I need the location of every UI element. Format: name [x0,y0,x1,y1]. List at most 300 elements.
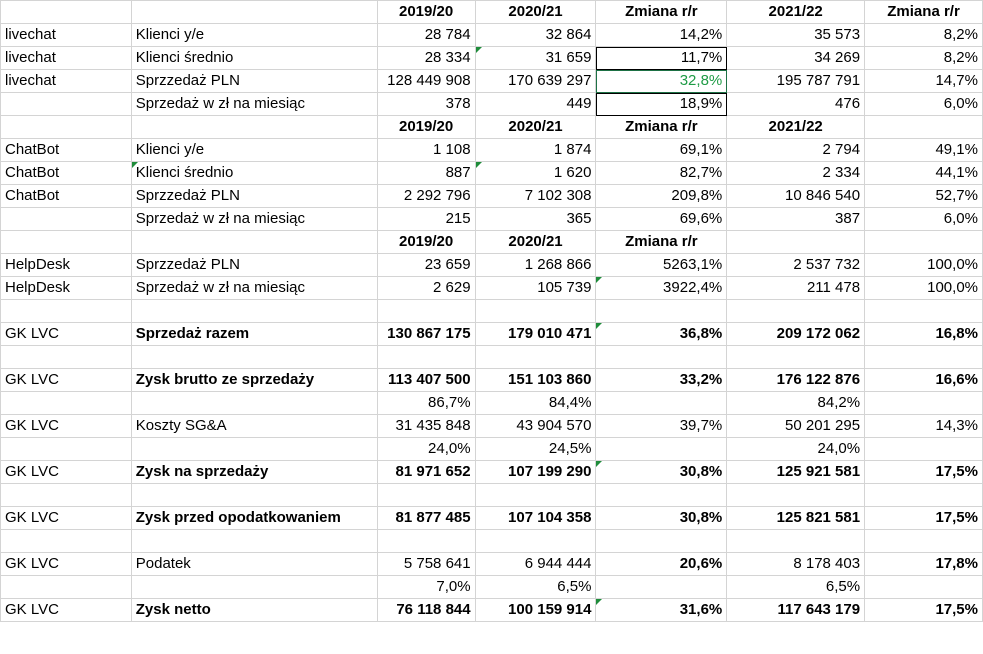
cell-segment[interactable] [1,231,132,254]
cell-metric[interactable] [131,47,377,70]
cell-change1[interactable] [596,70,727,93]
cell-y2019[interactable] [377,415,475,438]
cell-text: 1 620 [553,164,592,181]
cell-change1[interactable] [596,1,727,24]
cell-y2019[interactable] [377,70,475,93]
cell-y2021[interactable] [727,576,865,599]
table-row [1,70,983,93]
cell-change2[interactable] [865,392,983,415]
cell-change1[interactable] [596,24,727,47]
cell-text: Koszty SG&A [135,417,227,434]
cell-segment[interactable] [1,323,132,346]
cell-y2019[interactable] [377,277,475,300]
cell-y2019[interactable] [377,530,475,553]
cell-change2[interactable] [865,139,983,162]
cell-y2021[interactable] [727,507,865,530]
table-row [1,24,983,47]
cell-y2021[interactable] [727,599,865,622]
cell-text: 2019/20 [398,233,454,250]
cell-y2020[interactable] [475,507,596,530]
cell-y2020[interactable] [475,484,596,507]
cell-y2020[interactable] [475,139,596,162]
cell-segment[interactable] [1,47,132,70]
table-row [1,323,983,346]
cell-text: 82,7% [679,164,723,181]
cell-segment[interactable] [1,346,132,369]
cell-y2019[interactable] [377,323,475,346]
cell-y2020[interactable] [475,277,596,300]
cell-text: GK LVC [5,555,59,572]
cell-y2020[interactable] [475,93,596,116]
cell-y2020[interactable] [475,24,596,47]
cell-y2019[interactable] [377,438,475,461]
cell-text: 2020/21 [508,233,563,250]
cell-change2[interactable] [865,346,983,369]
cell-metric[interactable] [131,185,377,208]
cell-metric[interactable] [131,139,377,162]
cell-y2020[interactable] [475,208,596,231]
cell-metric[interactable] [131,116,377,139]
cell-text: 6,0% [943,210,978,227]
table-row [1,392,983,415]
cell-y2020[interactable] [475,438,596,461]
cell-change1[interactable] [596,139,727,162]
table-row [1,599,983,622]
cell-y2019[interactable] [377,47,475,70]
cell-segment[interactable] [1,369,132,392]
cell-change1[interactable] [596,484,727,507]
cell-text: 100,0% [927,279,978,296]
cell-y2019[interactable] [377,392,475,415]
cell-metric[interactable] [131,415,377,438]
cell-text: Sprzedaż w zł na miesiąc [135,210,305,227]
cell-y2021[interactable] [727,70,865,93]
cell-text: 17,5% [935,601,978,618]
cell-y2019[interactable] [377,576,475,599]
cell-y2020[interactable] [475,530,596,553]
cell-y2019[interactable] [377,1,475,24]
cell-y2020[interactable] [475,346,596,369]
cell-change1[interactable] [596,323,727,346]
cell-change1[interactable] [596,438,727,461]
cell-text: 28 784 [424,26,471,43]
cell-change1[interactable] [596,231,727,254]
table-row [1,530,983,553]
cell-text: 23 659 [424,256,471,273]
cell-metric[interactable] [131,576,377,599]
cell-text: Sprzedaż razem [135,325,250,342]
cell-metric[interactable] [131,507,377,530]
cell-change2[interactable] [865,24,983,47]
cell-y2021[interactable] [727,415,865,438]
cell-change2[interactable] [865,599,983,622]
cell-change1[interactable] [596,254,727,277]
table-row [1,208,983,231]
cell-change2[interactable] [865,231,983,254]
cell-text: 2020/21 [508,3,563,20]
cell-metric[interactable] [131,346,377,369]
cell-y2021[interactable] [727,300,865,323]
cell-change2[interactable] [865,70,983,93]
cell-change1[interactable] [596,162,727,185]
cell-text: 84,2% [817,394,861,411]
cell-text: GK LVC [5,417,59,434]
cell-y2020[interactable] [475,47,596,70]
table-row [1,300,983,323]
cell-text: 24,0% [817,440,861,457]
cell-y2021[interactable] [727,461,865,484]
cell-metric[interactable] [131,1,377,24]
cell-text: Zysk netto [135,601,211,618]
cell-y2020[interactable] [475,231,596,254]
cell-text: 39,7% [679,417,723,434]
cell-metric[interactable] [131,277,377,300]
cell-segment[interactable] [1,139,132,162]
cell-segment[interactable] [1,300,132,323]
cell-text: GK LVC [5,509,59,526]
cell-text: 209 172 062 [776,325,861,342]
cell-text: 170 639 297 [508,72,592,89]
cell-y2019[interactable] [377,116,475,139]
cell-text: 215 [445,210,471,227]
cell-text: 84,4% [548,394,592,411]
cell-text: 2019/20 [398,3,454,20]
cell-segment[interactable] [1,461,132,484]
cell-text: 30,8% [679,509,723,526]
cell-metric[interactable] [131,24,377,47]
cell-metric[interactable] [131,553,377,576]
cell-text: 7 102 308 [524,187,592,204]
cell-segment[interactable] [1,185,132,208]
cell-text: 125 921 581 [776,463,861,480]
cell-y2019[interactable] [377,162,475,185]
cell-metric[interactable] [131,208,377,231]
cell-y2020[interactable] [475,116,596,139]
cell-change2[interactable] [865,208,983,231]
comment-marker-icon [596,461,602,467]
cell-y2020[interactable] [475,1,596,24]
cell-change2[interactable] [865,185,983,208]
cell-segment[interactable] [1,599,132,622]
cell-text: 81 877 485 [395,509,471,526]
cell-segment[interactable] [1,507,132,530]
cell-text: 449 [566,95,592,112]
cell-metric[interactable] [131,300,377,323]
cell-change2[interactable] [865,254,983,277]
cell-text: Sprzzedaż PLN [135,72,240,89]
cell-text: 113 407 500 [388,371,471,388]
cell-text: Sprzzedaż PLN [135,256,240,273]
cell-change1[interactable] [596,553,727,576]
cell-change2[interactable] [865,1,983,24]
cell-text: Sprzedaż w zł na miesiąc [135,279,305,296]
table-row [1,139,983,162]
cell-y2019[interactable] [377,185,475,208]
cell-metric[interactable] [131,93,377,116]
cell-segment[interactable] [1,93,132,116]
cell-text: 24,0% [428,440,471,457]
cell-y2019[interactable] [377,599,475,622]
cell-metric[interactable] [131,530,377,553]
cell-y2019[interactable] [377,139,475,162]
cell-segment[interactable] [1,116,132,139]
cell-change2[interactable] [865,93,983,116]
cell-segment[interactable] [1,438,132,461]
comment-marker-icon [596,323,602,329]
cell-change2[interactable] [865,323,983,346]
cell-change2[interactable] [865,553,983,576]
cell-text: 16,8% [935,325,978,342]
cell-text: 16,6% [935,371,978,388]
cell-text: livechat [5,26,56,43]
cell-y2020[interactable] [475,70,596,93]
cell-text: Zmiana r/r [625,3,698,20]
comment-marker-icon [476,162,482,168]
cell-y2021[interactable] [727,231,865,254]
cell-y2019[interactable] [377,346,475,369]
cell-y2021[interactable] [727,24,865,47]
table-row [1,484,983,507]
cell-text: 5263,1% [663,256,723,273]
cell-y2021[interactable] [727,93,865,116]
cell-text: ChatBot [5,187,60,204]
cell-y2019[interactable] [377,24,475,47]
cell-text: 17,8% [935,555,978,572]
cell-text: 211 478 [806,279,861,296]
cell-y2021[interactable] [727,116,865,139]
cell-segment[interactable] [1,553,132,576]
cell-y2021[interactable] [727,139,865,162]
cell-text: 6,5% [557,578,592,595]
cell-y2019[interactable] [377,93,475,116]
table-row [1,438,983,461]
cell-y2020[interactable] [475,392,596,415]
comment-marker-icon [596,277,602,283]
table-row [1,93,983,116]
cell-y2019[interactable] [377,231,475,254]
cell-text: 105 739 [537,279,592,296]
cell-y2019[interactable] [377,553,475,576]
cell-change2[interactable] [865,162,983,185]
cell-y2021[interactable] [727,277,865,300]
cell-segment[interactable] [1,576,132,599]
cell-change2[interactable] [865,507,983,530]
cell-text: 20,6% [679,555,723,572]
cell-segment[interactable] [1,24,132,47]
cell-text: 100,0% [927,256,978,273]
cell-metric[interactable] [131,461,377,484]
cell-text: GK LVC [5,463,59,480]
cell-change1[interactable] [596,47,727,70]
cell-metric[interactable] [131,70,377,93]
cell-y2021[interactable] [727,208,865,231]
cell-change1[interactable] [596,277,727,300]
cell-text: 81 971 652 [395,463,471,480]
cell-text: Klienci y/e [135,26,205,43]
cell-text: 33,2% [679,371,723,388]
table-row [1,254,983,277]
cell-y2021[interactable] [727,162,865,185]
cell-text: Zmiana r/r [625,233,698,250]
cell-metric[interactable] [131,369,377,392]
cell-y2020[interactable] [475,300,596,323]
cell-y2020[interactable] [475,415,596,438]
cell-change1[interactable] [596,599,727,622]
cell-metric[interactable] [131,599,377,622]
cell-change1[interactable] [596,392,727,415]
cell-y2020[interactable] [475,576,596,599]
cell-text: Zysk przed opodatkowaniem [135,509,341,526]
cell-y2020[interactable] [475,162,596,185]
cell-change1[interactable] [596,93,727,116]
cell-y2021[interactable] [727,369,865,392]
cell-y2019[interactable] [377,300,475,323]
cell-change2[interactable] [865,461,983,484]
cell-y2021[interactable] [727,553,865,576]
cell-segment[interactable] [1,415,132,438]
cell-segment[interactable] [1,1,132,24]
cell-text: Klienci y/e [135,141,205,158]
cell-change2[interactable] [865,116,983,139]
cell-change2[interactable] [865,47,983,70]
cell-y2021[interactable] [727,346,865,369]
cell-change1[interactable] [596,208,727,231]
cell-text: 11,7% [680,49,723,66]
cell-text: 3922,4% [663,279,723,296]
cell-text: HelpDesk [5,279,71,296]
cell-y2020[interactable] [475,553,596,576]
cell-text: 50 201 295 [785,417,861,434]
cell-text: 8,2% [943,26,978,43]
cell-change1[interactable] [596,300,727,323]
table-row [1,507,983,530]
cell-change1[interactable] [596,530,727,553]
cell-text: 6,5% [825,578,861,595]
table-row [1,461,983,484]
cell-text: Zysk na sprzedaży [135,463,269,480]
cell-text: 32,8% [679,72,723,89]
cell-segment[interactable] [1,392,132,415]
cell-change2[interactable] [865,530,983,553]
cell-text: 43 904 570 [516,417,592,434]
table-row [1,162,983,185]
cell-text: 179 010 471 [508,325,592,342]
cell-text: GK LVC [5,325,59,342]
cell-metric[interactable] [131,323,377,346]
cell-metric[interactable] [131,392,377,415]
cell-text: GK LVC [5,601,59,618]
cell-y2021[interactable] [727,392,865,415]
cell-change1[interactable] [596,116,727,139]
cell-change2[interactable] [865,300,983,323]
cell-change1[interactable] [596,576,727,599]
cell-metric[interactable] [131,484,377,507]
cell-text: 117 643 179 [777,601,861,618]
cell-segment[interactable] [1,162,132,185]
cell-y2020[interactable] [475,254,596,277]
cell-y2021[interactable] [727,323,865,346]
cell-change2[interactable] [865,484,983,507]
cell-y2020[interactable] [475,369,596,392]
cell-change1[interactable] [596,369,727,392]
cell-y2021[interactable] [727,1,865,24]
cell-text: 24,5% [548,440,592,457]
cell-y2021[interactable] [727,484,865,507]
cell-text: 1 874 [553,141,592,158]
cell-text: 209,8% [671,187,723,204]
cell-y2020[interactable] [475,185,596,208]
cell-change1[interactable] [596,185,727,208]
cell-text: 1 108 [433,141,471,158]
cell-text: 14,7% [935,72,978,89]
cell-change1[interactable] [596,507,727,530]
cell-metric[interactable] [131,231,377,254]
cell-change1[interactable] [596,346,727,369]
cell-text: Zysk brutto ze sprzedaży [135,371,315,388]
table-row [1,553,983,576]
cell-change2[interactable] [865,438,983,461]
cell-y2019[interactable] [377,507,475,530]
cell-text: 2 794 [822,141,861,158]
cell-segment[interactable] [1,530,132,553]
cell-text: 125 821 581 [776,509,861,526]
cell-text: HelpDesk [5,256,71,273]
cell-y2021[interactable] [727,438,865,461]
cell-text: 18,9% [679,95,723,112]
cell-y2021[interactable] [727,530,865,553]
cell-change2[interactable] [865,415,983,438]
cell-y2019[interactable] [377,484,475,507]
cell-metric[interactable] [131,254,377,277]
cell-change1[interactable] [596,415,727,438]
cell-text: 2 292 796 [403,187,471,204]
cell-y2020[interactable] [475,461,596,484]
cell-text: 5 758 641 [403,555,471,572]
cell-text: 17,5% [935,509,978,526]
cell-text: 2021/22 [768,3,823,20]
cell-metric[interactable] [131,438,377,461]
cell-text: 151 103 860 [508,371,592,388]
cell-segment[interactable] [1,254,132,277]
cell-y2021[interactable] [727,47,865,70]
cell-y2020[interactable] [475,599,596,622]
cell-text: 34 269 [814,49,861,66]
cell-y2019[interactable] [377,369,475,392]
cell-change1[interactable] [596,461,727,484]
cell-text: Sprzzedaż PLN [135,187,240,204]
cell-segment[interactable] [1,208,132,231]
cell-y2019[interactable] [377,254,475,277]
cell-segment[interactable] [1,484,132,507]
cell-text: GK LVC [5,371,59,388]
cell-text: 8,2% [943,49,978,66]
cell-text: 31 435 848 [395,417,471,434]
cell-segment[interactable] [1,70,132,93]
cell-segment[interactable] [1,277,132,300]
cell-y2021[interactable] [727,254,865,277]
cell-text: ChatBot [5,141,60,158]
cell-y2019[interactable] [377,208,475,231]
cell-change2[interactable] [865,277,983,300]
cell-y2021[interactable] [727,185,865,208]
cell-text: 2021/22 [768,118,823,135]
cell-change2[interactable] [865,576,983,599]
cell-change2[interactable] [865,369,983,392]
cell-text: 887 [445,164,471,181]
cell-metric[interactable] [131,162,377,185]
cell-y2020[interactable] [475,323,596,346]
cell-y2019[interactable] [377,461,475,484]
